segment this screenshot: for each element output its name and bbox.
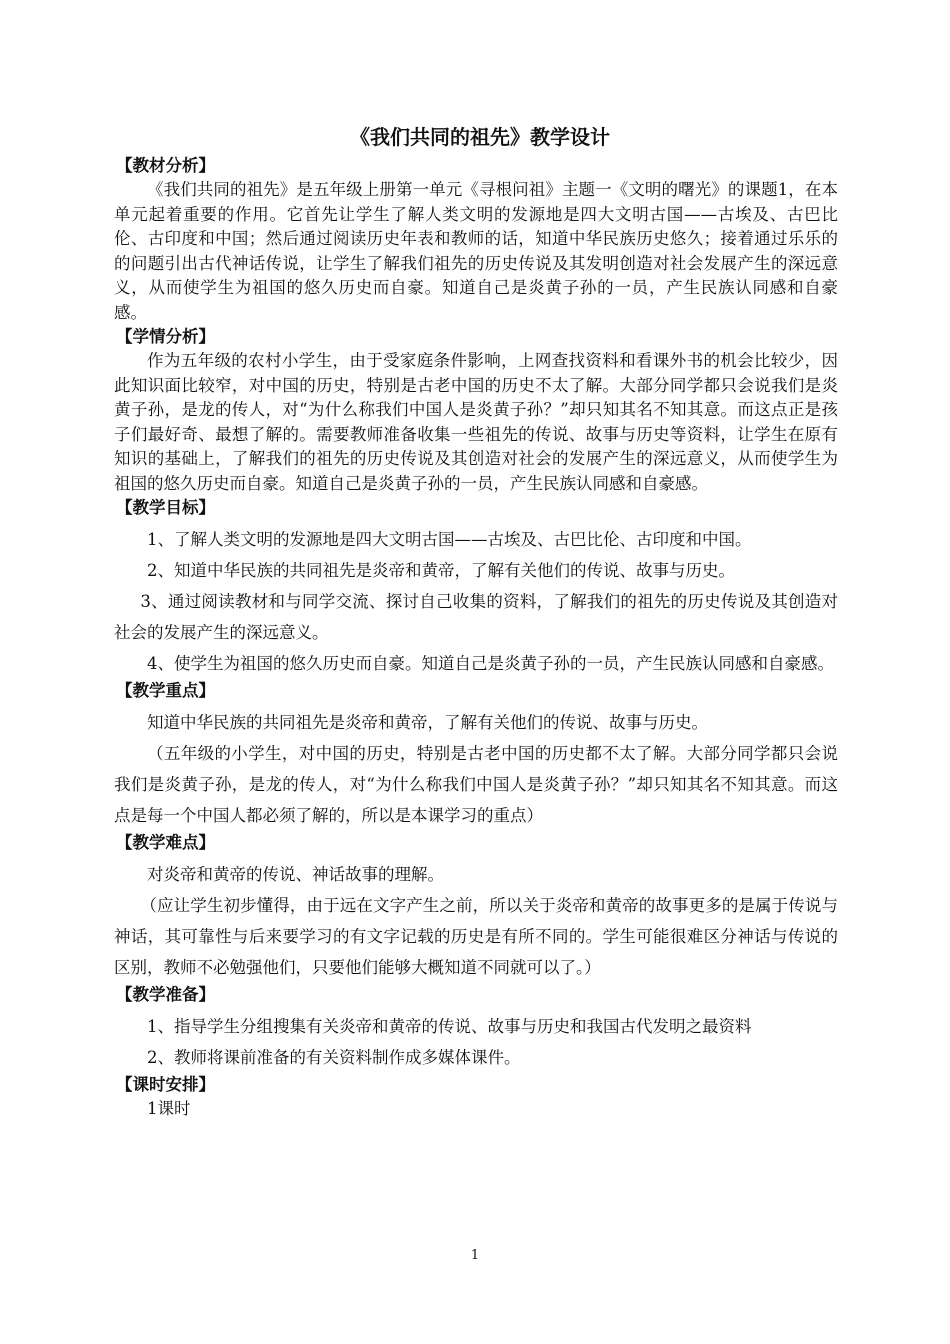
heading-key-points: 【教学重点】	[116, 681, 215, 700]
document-content	[114, 120, 838, 1122]
student-analysis-body: 作为五年级的农村小学生，由于受家庭条件影响，上网查找资料和看课外书的机会比较少，因此知识面比较窄，对中国的历史，特别是古老中国的历史不太了解。大部分同学都只会说我们是炎黄子孙，是龙的传人，对“为什么称我们中国人是炎黄子孙？”却只知其名不知其意。而这点正是孩子们最好奇、最想了解的。需要教师准备收集一些祖先的传说、故事与历史等资料，让学生在原有知识的基础上，了解我们的祖先的历史传说及其创造对社会的发展产生的深远意义，从而使学生为祖国的悠久历史而自豪。知道自己是炎黄子孙的一员，产生民族认同感和自豪感。	[114, 351, 838, 493]
objective-item-2: 2、知道中华民族的共同祖先是炎帝和黄帝，了解有关他们的传说、故事与历史。	[147, 561, 735, 580]
heading-difficulties: 【教学难点】	[116, 833, 215, 852]
heading-preparation: 【教学准备】	[116, 985, 215, 1004]
schedule-body: 1课时	[147, 1099, 191, 1118]
key-points-line-1: 知道中华民族的共同祖先是炎帝和黄帝，了解有关他们的传说、故事与历史。	[147, 713, 708, 732]
key-points-line-2: （五年级的小学生，对中国的历史，特别是古老中国的历史都不太了解。大部分同学都只会说我们是炎黄子孙，是龙的传人，对“为什么称我们中国人是炎黄子孙？”却只知其名不知其意。而这点是每一个中国人都必须了解的，所以是本课学习的重点）	[114, 744, 838, 825]
page-number: 1	[470, 1248, 480, 1263]
objective-item-4: 4、使学生为祖国的悠久历史而自豪。知道自己是炎黄子孙的一员，产生民族认同感和自豪感。	[147, 654, 834, 673]
textbook-analysis-body: 《我们共同的祖先》是五年级上册第一单元《寻根问祖》主题一《文明的曙光》的课题1，在本单元起着重要的作用。它首先让学生了解人类文明的发源地是四大文明古国——古埃及、古巴比伦、古印度和中国；然后通过阅读历史年表和教师的话，知道中华民族历史悠久；接着通过乐乐的的问题引出古代神话传说，让学生了解我们祖先的历史传说及其发明创造对社会发展产生的深远意义，从而使学生为祖国的悠久历史而自豪。知道自己是炎黄子孙的一员，产生民族认同感和自豪感。	[114, 180, 838, 322]
heading-objectives: 【教学目标】	[116, 498, 215, 517]
difficulties-line-1: 对炎帝和黄帝的传说、神话故事的理解。	[147, 865, 444, 884]
heading-schedule: 【课时安排】	[116, 1075, 215, 1094]
preparation-item-1: 1、指导学生分组搜集有关炎帝和黄帝的传说、故事与历史和我国古代发明之最资料	[147, 1017, 752, 1036]
objective-item-3: 3、通过阅读教材和与同学交流、探讨自己收集的资料，了解我们的祖先的历史传说及其创造对社会的发展产生的深远意义。	[114, 592, 838, 642]
difficulties-line-2: （应让学生初步懂得，由于远在文字产生之前，所以关于炎帝和黄帝的故事更多的是属于传说与神话，其可靠性与后来要学习的有文字记载的历史是有所不同的。学生可能很难区分神话与传说的区别，教师不必勉强他们，只要他们能够大概知道不同就可以了。）	[114, 896, 838, 977]
heading-student-analysis: 【学情分析】	[116, 327, 215, 346]
preparation-item-2: 2、教师将课前准备的有关资料制作成多媒体课件。	[147, 1048, 521, 1067]
document-title: 《我们共同的祖先》教学设计	[350, 125, 610, 149]
heading-textbook-analysis: 【教材分析】	[116, 156, 215, 175]
objective-item-1: 1、了解人类文明的发源地是四大文明古国——古埃及、古巴比伦、古印度和中国。	[147, 530, 752, 549]
